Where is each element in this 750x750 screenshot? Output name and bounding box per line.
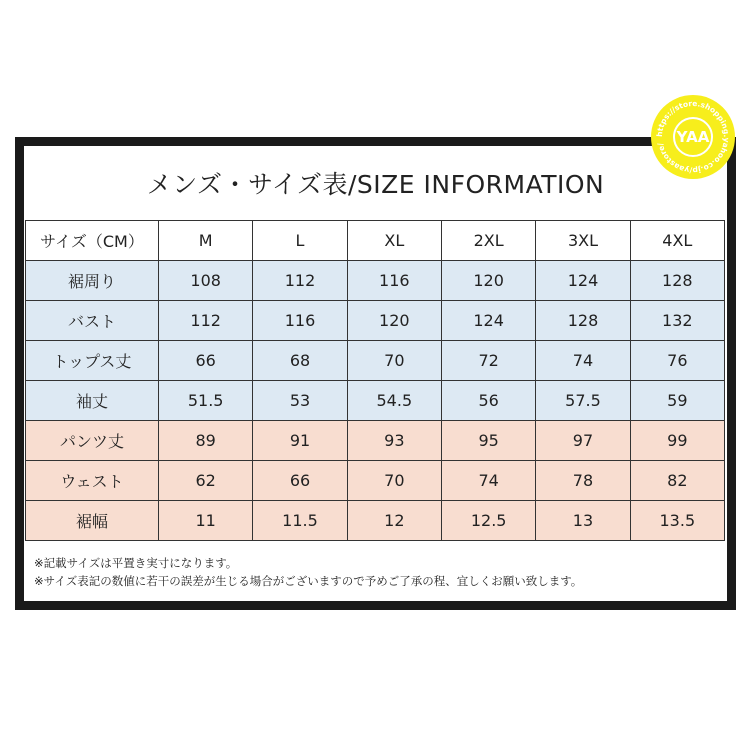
- value-cell: 89: [159, 421, 253, 461]
- row-label-cell: バスト: [26, 301, 159, 341]
- value-cell: 97: [536, 421, 630, 461]
- value-cell: 124: [441, 301, 535, 341]
- value-cell: 51.5: [159, 381, 253, 421]
- value-cell: 120: [441, 261, 535, 301]
- value-cell: 82: [630, 461, 724, 501]
- stamp-ring-text: https://store.shopping.yahoo.co.jp/yaastore/: [654, 98, 732, 176]
- value-cell: 116: [347, 261, 441, 301]
- note-line: ※記載サイズは平置き実寸になります。: [34, 556, 238, 570]
- row-label-cell: 裾周り: [26, 261, 159, 301]
- header-size-cell: 4XL: [630, 221, 724, 261]
- value-cell: 93: [347, 421, 441, 461]
- row-label-cell: トップス丈: [26, 341, 159, 381]
- header-row: [26, 221, 725, 261]
- value-cell: 66: [253, 461, 347, 501]
- value-cell: 57.5: [536, 381, 630, 421]
- value-cell: 13: [536, 501, 630, 541]
- note-line: ※サイズ表記の数値に若干の誤差が生じる場合がございますので予めご了承の程、宜しくお願い致します。: [34, 574, 583, 588]
- value-cell: 128: [536, 301, 630, 341]
- header-size-cell: M: [159, 221, 253, 261]
- table-row: [26, 381, 725, 421]
- table-row: [26, 341, 725, 381]
- value-cell: 132: [630, 301, 724, 341]
- value-cell: 59: [630, 381, 724, 421]
- value-cell: 13.5: [630, 501, 724, 541]
- size-chart-frame: [15, 137, 736, 610]
- table-row: [26, 501, 725, 541]
- value-cell: 112: [159, 301, 253, 341]
- value-cell: 124: [536, 261, 630, 301]
- row-label-cell: パンツ丈: [26, 421, 159, 461]
- value-cell: 95: [441, 421, 535, 461]
- value-cell: 128: [630, 261, 724, 301]
- size-table: [25, 220, 725, 541]
- header-size-cell: 2XL: [441, 221, 535, 261]
- chart-title: メンズ・サイズ表/SIZE INFORMATION: [146, 170, 605, 199]
- value-cell: 12: [347, 501, 441, 541]
- value-cell: 120: [347, 301, 441, 341]
- value-cell: 112: [253, 261, 347, 301]
- table-row: [26, 461, 725, 501]
- header-label-cell: サイズ（CM）: [26, 221, 159, 261]
- value-cell: 91: [253, 421, 347, 461]
- row-label-cell: 袖丈: [26, 381, 159, 421]
- value-cell: 11: [159, 501, 253, 541]
- row-label-cell: ウェスト: [26, 461, 159, 501]
- value-cell: 78: [536, 461, 630, 501]
- table-row: [26, 261, 725, 301]
- value-cell: 62: [159, 461, 253, 501]
- value-cell: 66: [159, 341, 253, 381]
- row-label-cell: 裾幅: [26, 501, 159, 541]
- value-cell: 76: [630, 341, 724, 381]
- table-row: [26, 301, 725, 341]
- notes: [34, 554, 724, 590]
- value-cell: 56: [441, 381, 535, 421]
- value-cell: 54.5: [347, 381, 441, 421]
- store-stamp: [651, 95, 735, 179]
- header-size-cell: L: [253, 221, 347, 261]
- value-cell: 74: [441, 461, 535, 501]
- value-cell: 68: [253, 341, 347, 381]
- value-cell: 11.5: [253, 501, 347, 541]
- value-cell: 70: [347, 341, 441, 381]
- header-size-cell: 3XL: [536, 221, 630, 261]
- value-cell: 70: [347, 461, 441, 501]
- value-cell: 116: [253, 301, 347, 341]
- value-cell: 53: [253, 381, 347, 421]
- value-cell: 12.5: [441, 501, 535, 541]
- header-size-cell: XL: [347, 221, 441, 261]
- value-cell: 72: [441, 341, 535, 381]
- value-cell: 99: [630, 421, 724, 461]
- value-cell: 74: [536, 341, 630, 381]
- stamp-logo: YAA: [673, 117, 713, 157]
- value-cell: 108: [159, 261, 253, 301]
- size-chart-panel: [24, 146, 727, 601]
- table-row: [26, 421, 725, 461]
